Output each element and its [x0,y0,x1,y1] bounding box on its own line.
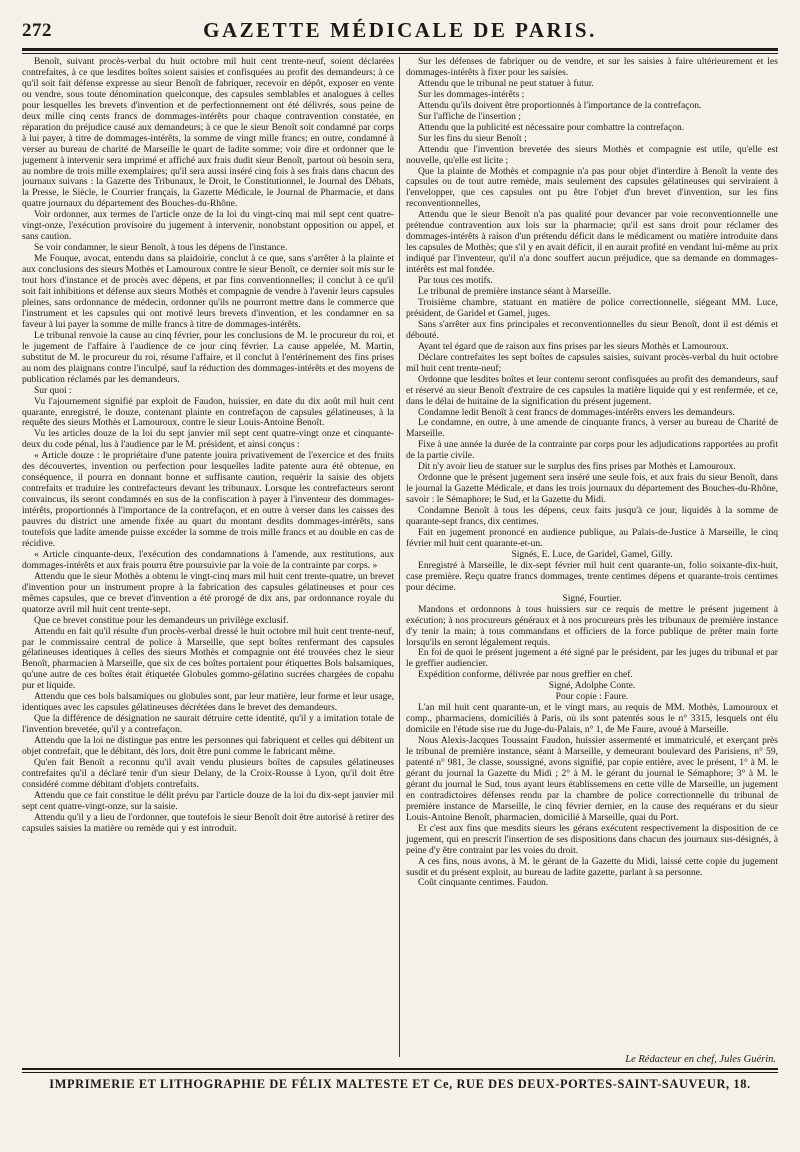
paragraph: Attendu que le tribunal ne peut statuer à futur. [418,77,594,89]
paragraph: Ordonne que le présent jugement sera inséré une seule fois, et aux frais du sieur Benoît, dans le journal la Gazette Médicale, et dans les trois journaux du département des Bouches-du-Rhône, savoir : le Sémaphore; le Sud, et la Gazette du Midi. [406,472,778,506]
paragraph: Sur quoi : [34,384,72,396]
paragraph: Attendu en fait qu'il résulte d'un procès-verbal dressé le huit octobre mil huit cent trente-neuf, par le commissaire central de police à Marseille, que sept boîtes renfermant des capsules gélatineuses identiques à celles des sieurs Mothès et compagnie ont été trouvées chez le sieur Benoît, pharmacien à Marseille, que six de ces boîtes portaient pour étiquettes Bols balsamiques, qu'une autre de ces boîtes était étiquetée Globules gommo-gélatino sucrées chargées de copahu pur et liquide. [22,625,394,692]
paragraph: A ces fins, nous avons, à M. le gérant de la Gazette du Midi, laissé cette copie du jugement susdit et du présent exploit, au bureau de ladite gazette, parlant à sa personne. [406,855,778,878]
paragraph: Le tribunal renvoie la cause au cinq février, pour les conclusions de M. le procureur du roi, et le jugement de l'affaire à l'audience de ce jour cinq février. La cause appelée, M. Martin, substitut de M. le procureur du roi, résume l'affaire, et il conclut à l'entérinement des fins prises au nom des plaignans contre l'inculpé, sauf la réduction des dommages-intérêts et des moyens de publication réclamés par les demandeurs. [22,329,394,385]
paragraph: Signé, Adolphe Conte. [548,680,636,692]
editor-signoff: Le Rédacteur en chef, Jules Guérin. [625,1054,776,1065]
right-column [406,57,778,1057]
paragraph: Ordonne que lesdites boîtes et leur contenu seront confisquées au profit des demandeurs, sauf et réservé au sieur Benoît d'extraire de ces capsules la matière liquide qui y est renfermée, et ce, dans le délai de huitaine de la signification du présent jugement. [406,373,778,407]
column-divider [399,57,400,1057]
paragraph: Que la différence de désignation ne saurait détruire cette identité, qu'il y a imitation totale de l'invention brevetée, qu'il y a contrefaçon. [22,713,394,736]
paragraph: En foi de quoi le présent jugement a été signé par le président, par les juges du tribunal et par le greffier audiencier. [406,647,778,670]
paragraph: Sur les défenses de fabriquer ou de vendre, et sur les saisies à faire ultérieurement et les dommages-intérêts à fixer pour les saisies. [406,57,778,78]
paragraph: Attendu que ces bols balsamiques ou globules sont, par leur matière, leur forme et leur usage, identiques avec les capsules gélatineuses décrétées dans le brevet des demandeurs. [22,691,394,714]
paragraph: Sur l'affiche de l'insertion ; [418,110,521,122]
paragraph: Attendu qu'il y a lieu de l'ordonner, que toutefois le sieur Benoît doit être autorisé à retirer des capsules saisies la matière ou remède qui y est introduit. [22,811,394,834]
paragraph: Attendu que le sieur Mothès a obtenu le vingt-cinq mars mil huit cent trente-quatre, un brevet d'invention pour un instrument propre à la fabrication des capsules gélatineuses et pour ces mêmes capsules, que ce brevet d'invention a été prorogé de dix ans, par ordonnance royale du quatorze avril mil huit cent trente-sept. [22,570,394,615]
paragraph: Signés, E. Luce, de Garidel, Gamel, Gilly. [511,548,673,560]
paragraph: Attendu que le sieur Benoît n'a pas qualité pour devancer par voie reconventionnelle une prétendue contravention aux lois sur la pharmacie; qu'il est sans droit pour réclamer des dommages-intérêts à raison d'un prétendu déficit dans le médicament ou matière introduite dans les capsules de Mothès; que s'il y en avait déficit, il en aurait profité en vendant lui-même au prix indiqué par l'inventeur, qu'il n'a donc souffert aucun préjudice, que sa demande en dommages-intérêts est mal fondée. [406,209,778,276]
paragraph: Enregistré à Marseille, le dix-sept février mil huit cent quarante-un, folio soixante-dix-huit, case première. Reçu quatre francs dommages, trente centimes dépens et quarante-trois centimes pour décime. [406,559,778,593]
paragraph: Signé, Fourtier. [562,592,622,604]
newspaper-page [22,16,778,1136]
paragraph: Se voir condamner, le sieur Benoît, à tous les dépens de l'instance. [34,242,288,254]
paragraph: Le tribunal de première instance séant à Marseille. [418,286,611,298]
paragraph: « Article douze : le propriétaire d'une patente jouira privativement de l'exercice et des fruits des découvertes, invention ou perfection pour lesquelles ladite patente aura été obtenue, en conséquence, il pourra en donnant bonne et suffisante caution, requérir la saisie des objets contrefaits et traduire les contrefacteurs devant les tribunaux. Lorsque les contrefacteurs seront convaincus, ils seront condamnés en sus de la confiscation à payer à l'inventeur des dommages-intérêts, proportionnés à l'importance de la contrefaçon, et en outre à verser dans les caisses des pauvres du district une amende fixée au quart du montant desdits dommages-intérêts, sans toutefois que ladite amende puisse excéder la somme de trois mille francs et au double en cas de récidive. [22,450,394,549]
paragraph: « Article cinquante-deux, l'exécution des condamnations à l'amende, aux restitutions, aux dommages-intérêts et aux frais pourra être poursuivie par la voie de la contrainte par corps. » [22,548,394,571]
masthead-title: GAZETTE MÉDICALE DE PARIS. [203,18,597,42]
paragraph: Expédition conforme, délivrée par nous greffier en chef. [418,669,633,681]
printer-imprint: IMPRIMERIE ET LITHOGRAPHIE DE FÉLIX MALTESTE ET Ce, RUE DES DEUX-PORTES-SAINT-SAUVEUR, 18. [49,1077,751,1091]
paragraph: Me Fouque, avocat, entendu dans sa plaidoirie, conclut à ce que, sans s'arrêter à la plainte et aux conclusions des sieurs Mothès et Lamouroux contre le sieur Benoît, ce dernier soit mis sur le tout hors d'instance et de procès avec dépens, et par fins conventionnelles; il conclut à ce qu'il soit fait inhibitions et défense aux sieurs Mothès et compagnie de vendre à l'avenir leurs capsules pleines, sans ordonnance de médecin, ordonner qu'ils ne pourront mettre dans le commerce que l'instrument et les capsules qui ont motivé leurs brevets d'invention, et les condamner en sa faveur à lui payer la somme de mille francs à titre de dommages-intérêts. [22,253,394,330]
header-rule [22,48,778,54]
paragraph: Sur les dommages-intérêts ; [418,88,525,100]
paragraph: Condamne ledit Benoît à cent francs de dommages-intérêts envers les demandeurs. [418,406,735,418]
paragraph: Que la plainte de Mothès et compagnie n'a pas pour objet d'interdire à Benoît la vente des capsules ou de tout autre remède, mais seulement des capsules gélatineuses qui serviraient à l'envelopper, que ces capsules ont pu être l'objet d'un brevet d'invention, sur les fins reconventionnelles, [406,165,778,210]
paragraph: Attendu qu'ils doivent être proportionnés à l'importance de la contrefaçon. [418,99,702,111]
paragraph: Attendu que la publicité est nécessaire pour combattre la contrefaçon. [418,121,685,133]
page-footer [22,1054,778,1092]
paragraph: Déclare contrefaites les sept boîtes de capsules saisies, suivant procès-verbal du huit octobre mil huit cent trente-neuf; [406,351,778,374]
paragraph: Sur les fins du sieur Benoît ; [418,132,527,144]
paragraph: Coût cinquante centimes. Faudon. [418,877,549,889]
footer-rule [22,1068,778,1073]
paragraph: Dit n'y avoir lieu de statuer sur le surplus des fins prises par Mothès et Lamouroux. [418,461,736,473]
left-column [22,57,394,1057]
paragraph: Et c'est aux fins que mesdits sieurs les gérans exécutent respectivement la disposition de ce jugement, qui en prescrit l'insertion de ses dispositions dans chacun des journaux sus-désignés, à peine d'y être contraint par les voies du droit. [406,822,778,856]
paragraph: Pour copie : Faure. [555,691,629,703]
paragraph: Attendu que ce fait constitue le délit prévu par l'article douze de la loi du dix-sept janvier mil sept cent quatre-vingt-onze, sur la saisie. [22,789,394,812]
paragraph: Condamne Benoît à tous les dépens, ceux faits jusqu'à ce jour, liquidés à la somme de quarante-sept francs, dix centimes. [406,505,778,528]
paragraph: Nous Alexis-Jacques Toussaint Faudon, huissier assermenté et immatriculé, et exerçant près le tribunal de première instance, séant à Marseille, y demeurant boulevard des Parisiens, n° 59, patenté n° 981, 3e classe, soussigné, avons signifié, par copie entière, avec le présent, 1° à M. le gérant du journal la Gazette du Midi ; 2° à M. le gérant du journal le Sémaphore; 3° à M. le gérant du journal le Sud, tous ayant leurs établissemens en cette ville de Marseille, un jugement en contradictoires défenses rendu par la chambre de police correctionnelle du tribunal de première instance de Marseille, le cinq février dernier, en la cause des requérans et du sieur Louis-Antoine Benoît, pharmacien, domicilié à Marseille, quai du Port. [406,735,778,823]
paragraph: Par tous ces motifs. [418,275,493,287]
page-header [22,16,778,48]
paragraph: Troisième chambre, statuant en matière de police correctionnelle, siégeant MM. Luce, président, de Garidel et Gamel, juges. [406,296,778,319]
paragraph: Voir ordonner, aux termes de l'article onze de la loi du vingt-cinq mai mil sept cent quatre-vingt-onze, l'exécution provisoire du jugement à intervenir, nonobstant opposition ou appel, et sans caution. [22,209,394,243]
text-columns [22,57,778,1057]
paragraph: Qu'en fait Benoît a reconnu qu'il avait vendu plusieurs boîtes de capsules gélatineuses contrefaites qu'il a déclaré tenir d'un sieur Delany, de la Croix-Rousse à Lyon, qu'il doit être considéré comme débitant d'objets contrefaits. [22,757,394,790]
paragraph: Attendu que l'invention brevetée des sieurs Mothès et compagnie est utile, qu'elle est nouvelle, qu'elle est licite ; [406,143,778,166]
paragraph: Benoît, suivant procès-verbal du huit octobre mil huit cent trente-neuf, soient déclarées contrefaites, à ce que lesdites boîtes soient saisies et confisquées au profit des demandeurs; à ce qu'il soit fait défense expresse au sieur Benoît de fabriquer, recevoir en dépôt, exposer en vente ou vendre, sous toute dénomination quelconque, des capsules semblables et analogues à celles pour lesquelles les brevets d'invention et de perfectionnement ont été délivrés, sous peine de deux mille cinq cents francs de dommages-intérêts pour chaque contravention constatée, en réparation du préjudice causé aux demandeurs; à ce que le sieur Benoît soit condamné par corps à lui payer, à titre de dommages-intérêts, la somme de vingt mille francs; en outre, condamné à verser au bureau de charité de Marseille le quart de ladite somme; voir dire et ordonner que le jugement à intervenir sera imprimé et affiché aux frais dudit sieur Benoît, partout où besoin sera, au nombre de trois mille exemplaires; qu'il sera aussi inséré cinq fois à ses frais dans chacun des journaux suivans : la Gazette des Tribunaux, le Droit, le Constitutionnel, le Journal des Débats, la Presse, le Siècle, le Courrier français, la Gazette Médicale, le Journal de Pharmacie, et dans quatre journaux du département des Bouches-du-Rhône. [22,57,394,210]
paragraph: Sans s'arrêter aux fins principales et reconventionnelles du sieur Benoît, dont il est démis et débouté. [406,318,778,341]
paragraph: Que ce brevet constitue pour les demandeurs un privilège exclusif. [34,614,289,626]
paragraph: Fait en jugement prononcé en audience publique, au Palais-de-Justice à Marseille, le cinq février mil huit cent quarante-et-un. [406,526,778,549]
page-number: 272 [22,20,52,41]
paragraph: Vu les articles douze de la loi du sept janvier mil sept cent quatre-vingt onze et cinquante-deux du code pénal, lus à l'audience par le M. président, et ainsi conçus : [22,428,394,451]
paragraph: Ayant tel égard que de raison aux fins prises par les sieurs Mothès et Lamouroux. [418,340,729,352]
paragraph: Vu l'ajournement signifié par exploit de Faudon, huissier, en date du dix août mil huit cent quarante, enregistré, le douze, contenant plainte en contrefaçon de capsules gélatineuses, à la requête des sieurs Mothès et Lamouroux, contre le sieur Louis-Antoine Benoît. [22,395,394,429]
paragraph: Fixe à une année la durée de la contrainte par corps pour les adjudications rapportées au profit de la partie civile. [406,439,778,462]
paragraph: L'an mil huit cent quarante-un, et le vingt mars, au requis de MM. Mothès, Lamouroux et comp., pharmaciens, domiciliés à Paris, où ils sont patentés sous le n° 3315, lesquels ont élu domicile en l'étude sise rue du Juge-du-Palais, n° 1, de Me Faure, avoué à Marseille. [406,702,778,736]
paragraph: Attendu que la loi ne distingue pas entre les personnes qui fabriquent et celles qui débitent un objet contrefait, que le débitant, dès lors, doit être puni comme le fabricant même. [22,735,394,758]
paragraph: Mandons et ordonnons à tous huissiers sur ce requis de mettre le présent jugement à exécution; à nos procureurs généraux et à nos procureurs près les tribunaux de première instance d'y tenir la main; à tous commandans et officiers de la force publique de prêter main forte lorsqu'ils en seront légalement requis. [406,603,778,648]
paragraph: Le condamne, en outre, à une amende de cinquante francs, à verser au bureau de Charité de Marseille. [406,417,778,440]
